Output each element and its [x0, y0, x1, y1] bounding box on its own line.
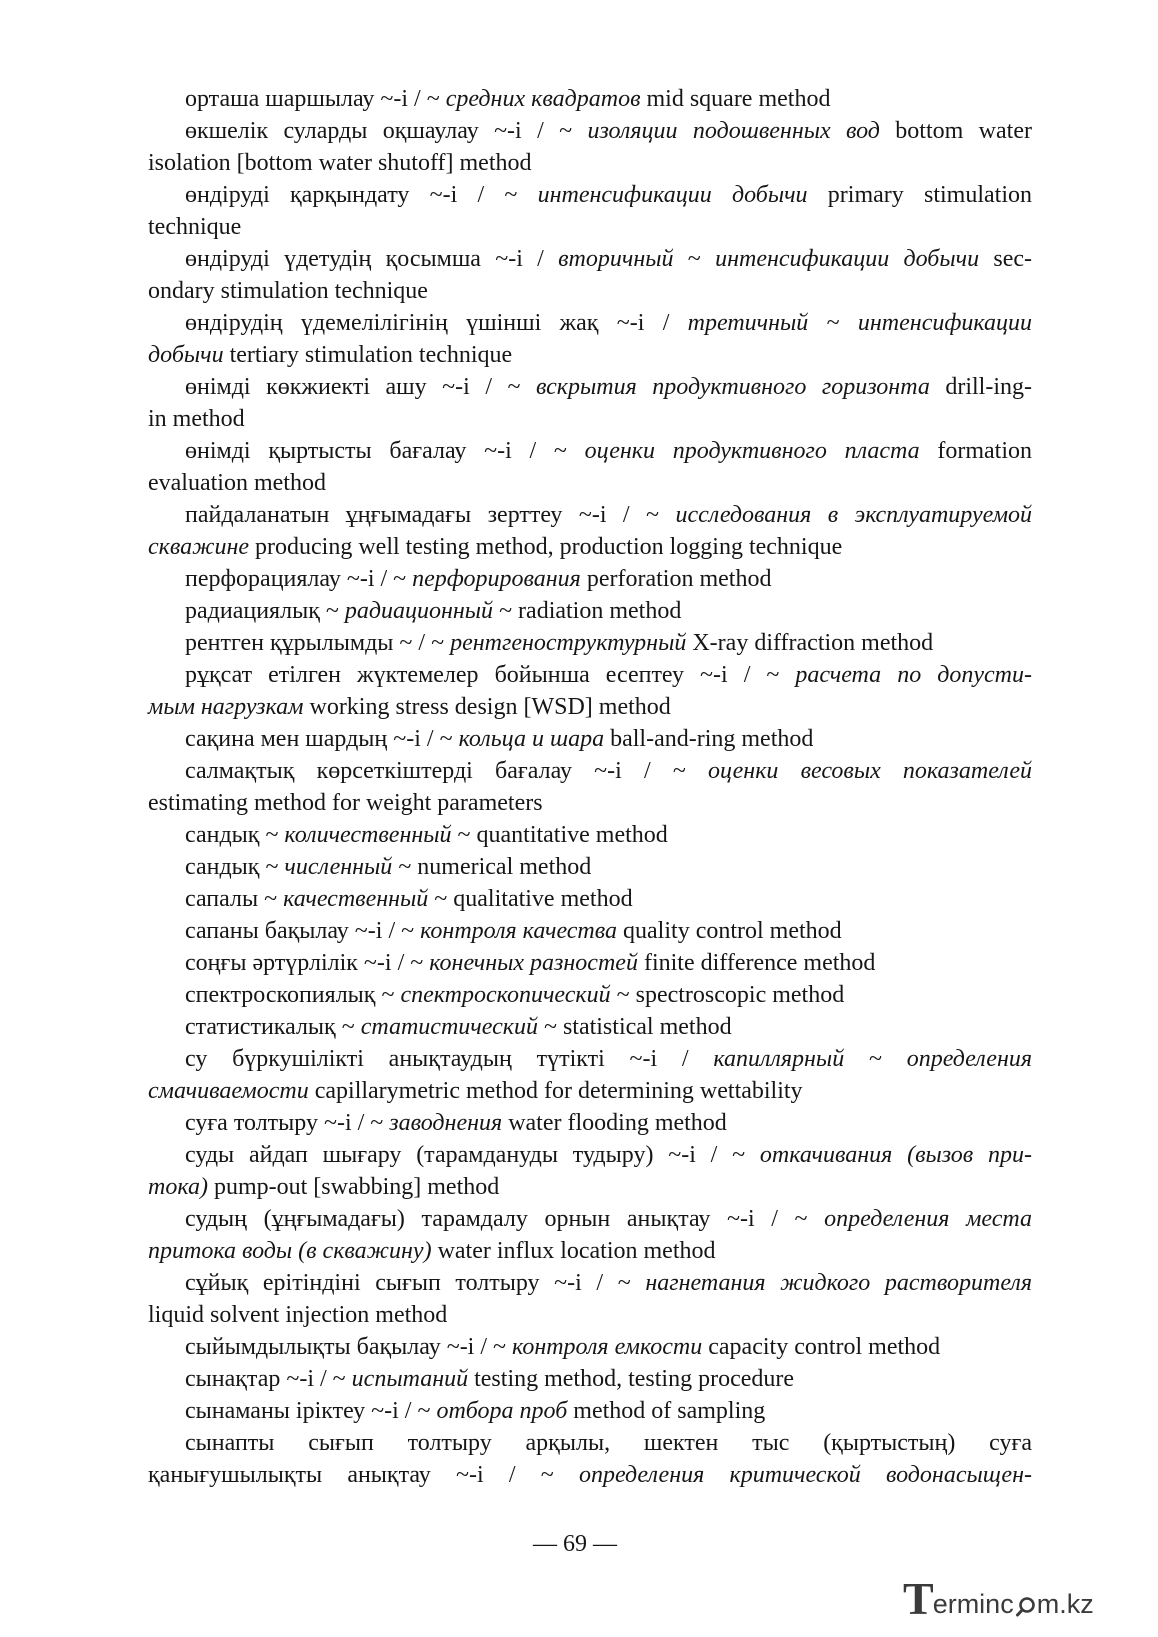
text-run: producing well testing method, production logging technique: [249, 534, 843, 560]
russian-term: притока воды (в скважину): [148, 1238, 432, 1264]
dictionary-entry: [148, 627, 1032, 659]
russian-term: количественный: [284, 822, 452, 848]
magnifier-icon: [1015, 1591, 1036, 1617]
text-run: сұйық ерітіндіні сығып толтыру ~-і / ~: [185, 1270, 646, 1296]
text-run: сыйымдылықты бақылау ~-і / ~: [185, 1334, 512, 1360]
text-run: drill-ing-: [929, 374, 1032, 400]
text-run: method of sampling: [567, 1398, 766, 1424]
entry-line: [148, 851, 1032, 883]
russian-term: определения места: [824, 1206, 1033, 1232]
dictionary-entry: [148, 83, 1032, 115]
russian-term: качественный: [283, 886, 429, 912]
entry-line: [148, 211, 1032, 243]
text-run: ~ quantitative method: [451, 822, 668, 848]
text-run: mid square method: [640, 86, 831, 112]
text-run: estimating method for weight parameters: [148, 790, 543, 816]
dictionary-entry: [148, 1363, 1032, 1395]
entry-line: [148, 371, 1032, 403]
entry-line: [148, 595, 1032, 627]
text-run: өндіруді үдетудің қосымша ~-і /: [185, 246, 559, 272]
text-run: салмақтық көрсеткіштерді бағалау ~-і / ~: [185, 758, 709, 784]
entry-line: [148, 819, 1032, 851]
text-run: өндіруді қарқындату ~-і / ~: [185, 182, 538, 208]
text-run: capacity control method: [702, 1334, 941, 1360]
text-run: technique: [148, 214, 242, 240]
text-run: статистикалық ~: [185, 1014, 361, 1040]
russian-term: капиллярный: [713, 1046, 845, 1072]
text-run: сынаманы іріктеу ~-і / ~: [185, 1398, 437, 1424]
text-run: tertiary stimulation technique: [223, 342, 513, 368]
entry-line: [148, 83, 1032, 115]
entry-line: [148, 243, 1032, 275]
russian-term: контроля качества: [420, 918, 618, 944]
text-run: water flooding method: [502, 1110, 727, 1136]
russian-term: отбора проб: [436, 1398, 568, 1424]
text-run: пайдаланатын ұңғымадағы зерттеу ~-і / ~: [185, 502, 676, 528]
dictionary-entry: [148, 851, 1032, 883]
entry-line: [148, 275, 1032, 307]
text-run: ~: [844, 1046, 907, 1072]
text-run: су бүркушілікті анықтаудың түтікті ~-і /: [185, 1046, 714, 1072]
entry-line: [148, 915, 1032, 947]
dictionary-entry: [148, 1203, 1032, 1267]
dictionary-entry: [148, 979, 1032, 1011]
dictionary-entry: [148, 595, 1032, 627]
text-run: сынапты сығып толтыру арқылы, шектен тыс (қыртыстың) суға: [185, 1430, 1032, 1456]
text-run: water influx location method: [431, 1238, 716, 1264]
text-run: қанығушылықты анықтау ~-і / ~: [148, 1462, 579, 1488]
entry-line: [148, 435, 1032, 467]
dictionary-entry: [148, 1139, 1032, 1203]
dictionary-entry: [148, 115, 1032, 179]
text-run: сандық ~: [185, 822, 285, 848]
entry-line: [148, 1459, 1032, 1491]
russian-term: перфорирования: [412, 566, 581, 592]
russian-term: контроля емкости: [512, 1334, 703, 1360]
entry-line: [148, 1075, 1032, 1107]
entry-line: [148, 467, 1032, 499]
text-run: орташа шаршылау ~-і / ~: [185, 86, 446, 112]
russian-term: скважине: [148, 534, 250, 560]
entry-line: [148, 115, 1032, 147]
russian-term: третичный: [687, 310, 809, 336]
russian-term: исследования в эксплуатируемой: [675, 502, 1033, 528]
entry-line: [148, 1331, 1032, 1363]
russian-term: изоляции подошвенных вод: [587, 118, 880, 144]
dictionary-entry: [148, 499, 1032, 563]
dictionary-entry: [148, 371, 1032, 435]
text-run: X-ray diffraction method: [686, 630, 934, 656]
text-run: ~ qualitative method: [428, 886, 633, 912]
text-run: ~: [808, 310, 858, 336]
text-run: ~ statistical method: [537, 1014, 732, 1040]
entry-line: [148, 883, 1032, 915]
dictionary-entry: [148, 659, 1032, 723]
text-run: isolation [bottom water shutoff] method: [148, 150, 532, 176]
dictionary-entry: [148, 1267, 1032, 1331]
entry-line: [148, 307, 1032, 339]
dictionary-page-body: [148, 83, 1032, 1491]
entry-line: [148, 1299, 1032, 1331]
russian-term: откачивания (вызов при-: [759, 1142, 1032, 1168]
dictionary-entry: [148, 243, 1032, 307]
russian-term: мым нагрузкам: [148, 694, 304, 720]
text-run: рұқсат етілген жүктемелер бойынша есептеу ~-і / ~: [185, 662, 796, 688]
russian-term: смачиваемости: [148, 1078, 309, 1104]
russian-term: рентгеноструктурный: [450, 630, 687, 656]
russian-term: интенсификации: [857, 310, 1033, 336]
entry-line: [148, 403, 1032, 435]
russian-term: определения критической водонасыщен-: [578, 1462, 1032, 1488]
entry-line: [148, 723, 1032, 755]
text-run: sec-: [979, 246, 1033, 272]
russian-term: оценки весовых показателей: [708, 758, 1033, 784]
russian-term: нагнетания жидкого растворителя: [645, 1270, 1032, 1296]
text-run: рентген құрылымды ~ / ~: [185, 630, 451, 656]
dictionary-entry: [148, 1427, 1032, 1491]
dictionary-entry: [148, 947, 1032, 979]
entry-line: [148, 659, 1032, 691]
entry-line: [148, 1267, 1032, 1299]
entry-line: [148, 1107, 1032, 1139]
text-run: сақина мен шардың ~-і / ~: [185, 726, 459, 752]
entry-line: [148, 1235, 1032, 1267]
watermark-logo: [903, 1573, 1094, 1624]
text-run: сынақтар ~-і / ~: [185, 1366, 352, 1392]
text-run: ~ radiation method: [493, 598, 682, 624]
russian-term: тока): [148, 1174, 208, 1200]
dictionary-entry: [148, 1331, 1032, 1363]
entry-line: [148, 499, 1032, 531]
entry-line: [148, 339, 1032, 371]
entry-line: [148, 691, 1032, 723]
text-run: суға толтыру ~-і / ~: [185, 1110, 390, 1136]
dictionary-entry: [148, 179, 1032, 243]
text-run: bottom water: [879, 118, 1032, 144]
russian-term: спектроскопический: [400, 982, 611, 1008]
text-run: өкшелік суларды оқшаулау ~-і / ~: [185, 118, 588, 144]
text-run: pump-out [swabbing] method: [207, 1174, 500, 1200]
dictionary-entry: [148, 723, 1032, 755]
russian-term: кольца и шара: [458, 726, 605, 752]
text-run: evaluation method: [148, 470, 326, 496]
entry-line: [148, 1427, 1032, 1459]
entry-line: [148, 1171, 1032, 1203]
text-run: соңғы әртүрлілік ~-і / ~: [185, 950, 430, 976]
text-run: суды айдап шығару (тарамдануды тудыру) ~-і / ~: [185, 1142, 760, 1168]
page-number: — 69 —: [533, 1531, 617, 1557]
text-run: ~ numerical method: [392, 854, 592, 880]
russian-term: оценки продуктивного пласта: [584, 438, 920, 464]
text-run: судың (ұңғымадағы) тарамдалу орнын анықтау ~-і / ~: [185, 1206, 825, 1232]
text-run: перфорациялау ~-і / ~: [185, 566, 413, 592]
dictionary-entry: [148, 563, 1032, 595]
text-run: ondary stimulation technique: [148, 278, 428, 304]
text-run: сапаны бақылау ~-і / ~: [185, 918, 421, 944]
entry-line: [148, 787, 1032, 819]
text-run: ball-and-ring method: [604, 726, 814, 752]
entry-line: [148, 1043, 1032, 1075]
russian-term: интенсификации добычи: [537, 182, 808, 208]
text-run: спектроскопиялық ~: [185, 982, 401, 1008]
logo-text-end: m.kz: [1036, 1589, 1094, 1619]
dictionary-entry: [148, 755, 1032, 819]
dictionary-entry: [148, 1043, 1032, 1107]
dictionary-entry: [148, 307, 1032, 371]
russian-term: испытаний: [351, 1366, 469, 1392]
text-run: сандық ~: [185, 854, 285, 880]
entry-line: [148, 563, 1032, 595]
text-run: сапалы ~: [185, 886, 284, 912]
text-run: ~: [673, 246, 716, 272]
entry-line: [148, 947, 1032, 979]
russian-term: статистический: [360, 1014, 538, 1040]
text-run: perforation method: [580, 566, 772, 592]
russian-term: заводнения: [389, 1110, 503, 1136]
russian-term: радиационный: [344, 598, 494, 624]
russian-term: определения: [906, 1046, 1033, 1072]
text-run: өнімді көкжиекті ашу ~-і / ~: [185, 374, 537, 400]
entry-line: [148, 1011, 1032, 1043]
dictionary-entry: [148, 1107, 1032, 1139]
entry-line: [148, 531, 1032, 563]
dictionary-entry: [148, 819, 1032, 851]
text-run: primary stimulation: [807, 182, 1032, 208]
text-run: өндірудің үдемелілігінің үшінші жақ ~-і /: [185, 310, 688, 336]
text-run: formation: [919, 438, 1033, 464]
text-run: ~ spectroscopic method: [610, 982, 845, 1008]
entry-line: [148, 979, 1032, 1011]
dictionary-entry: [148, 883, 1032, 915]
entry-line: [148, 1139, 1032, 1171]
entry-line: [148, 755, 1032, 787]
russian-term: численный: [284, 854, 393, 880]
text-run: радиациялық ~: [185, 598, 345, 624]
russian-term: конечных разностей: [429, 950, 638, 976]
entry-line: [148, 179, 1032, 211]
russian-term: средних квадратов: [445, 86, 641, 112]
russian-term: добычи: [148, 342, 224, 368]
text-run: in method: [148, 406, 245, 432]
russian-term: вторичный: [558, 246, 674, 272]
logo-initial: T: [903, 1573, 934, 1624]
entry-line: [148, 1363, 1032, 1395]
logo-text-middle: erminc: [932, 1589, 1014, 1619]
text-run: өнімді қыртысты бағалау ~-і / ~: [185, 438, 585, 464]
text-run: liquid solvent injection method: [148, 1302, 448, 1328]
russian-term: расчета по допусти-: [795, 662, 1033, 688]
dictionary-entry: [148, 1011, 1032, 1043]
dictionary-entry: [148, 435, 1032, 499]
text-run: quality control method: [617, 918, 842, 944]
entry-line: [148, 147, 1032, 179]
text-run: working stress design [WSD] method: [303, 694, 671, 720]
entry-line: [148, 627, 1032, 659]
entry-line: [148, 1203, 1032, 1235]
dictionary-entry: [148, 1395, 1032, 1427]
dictionary-entry: [148, 915, 1032, 947]
text-run: testing method, testing procedure: [468, 1366, 795, 1392]
text-run: finite difference method: [637, 950, 876, 976]
russian-term: интенсификации добычи: [715, 246, 980, 272]
entry-line: [148, 1395, 1032, 1427]
russian-term: вскрытия продуктивного горизонта: [536, 374, 930, 400]
text-run: capillarymetric method for determining wettability: [308, 1078, 803, 1104]
